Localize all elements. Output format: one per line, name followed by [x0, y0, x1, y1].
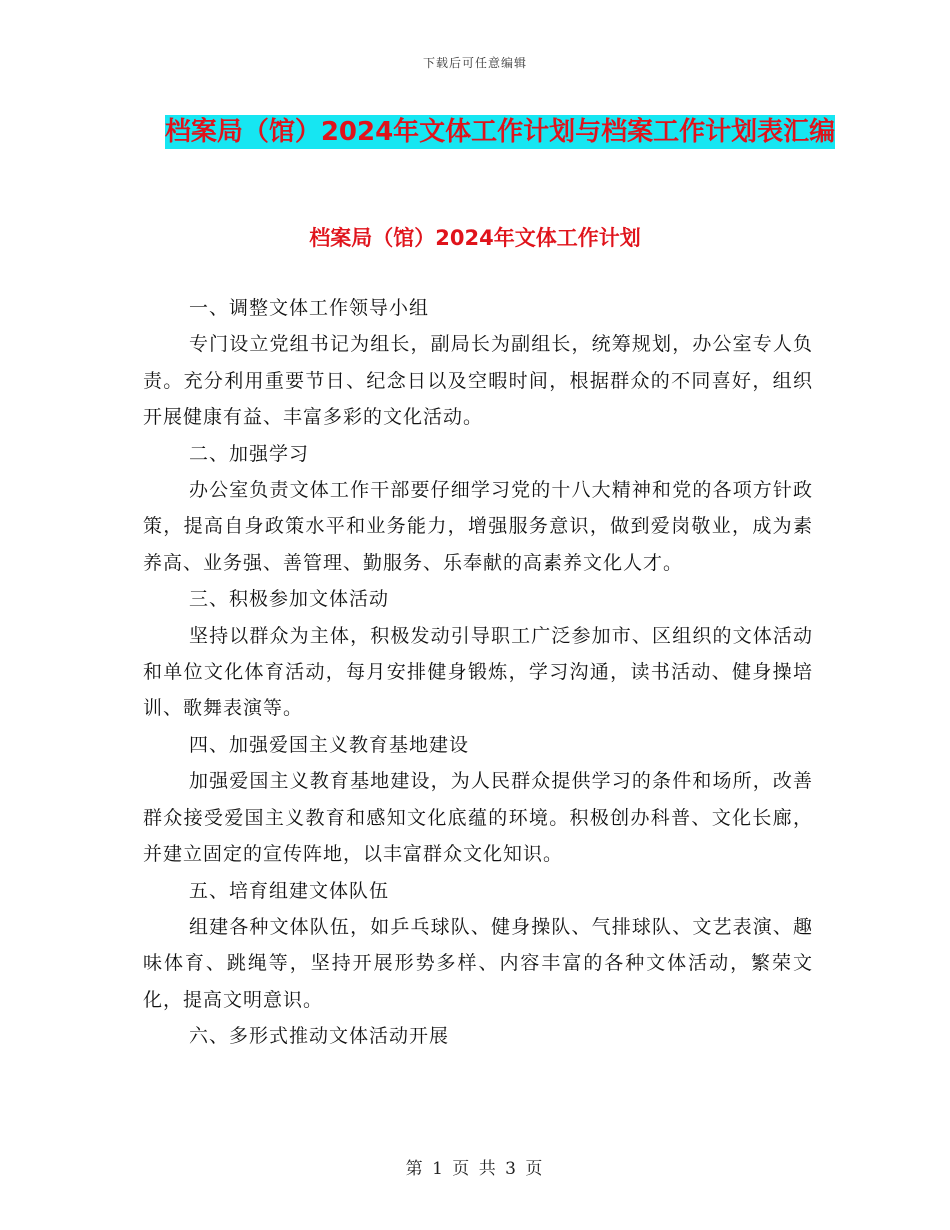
- document-title: [140, 110, 860, 154]
- heading-2: 二、加强学习: [189, 442, 310, 465]
- heading-6: 六、多形式推动文体活动开展: [189, 1025, 450, 1048]
- paragraph-2: 办公室负责文体工作干部要仔细学习党的十八大精神和党的各项方针政策，提高自身政策水平和业务能力，增强服务意识，做到爱岗敬业，成为素养高、业务强、善管理、勤服务、乐奉献的高素养文化人才。: [143, 479, 813, 574]
- document-title-highlight: 档案局（馆）2024年文体工作计划与档案工作计划表汇编: [164, 117, 836, 147]
- paragraph-3: 坚持以群众为主体，积极发动引导职工广泛参加市、区组织的文体活动和单位文化体育活动，每月安排健身锻炼，学习沟通，读书活动、健身操培训、歌舞表演等。: [143, 624, 813, 720]
- heading-3: 三、积极参加文体活动: [189, 588, 390, 611]
- paragraph-5: 组建各种文体队伍，如乒乓球队、健身操队、气排球队、文艺表演、趣味体育、跳绳等，坚持开展形势多样、内容丰富的各种文体活动，繁荣文化，提高文明意识。: [143, 915, 813, 1011]
- section-title: 档案局（馆）2024年文体工作计划: [309, 226, 641, 250]
- heading-5: 五、培育组建文体队伍: [189, 879, 390, 902]
- document-body: [143, 290, 813, 1055]
- header-note: 下载后可任意编辑: [422, 56, 527, 70]
- heading-1: 一、调整文体工作领导小组: [189, 297, 430, 319]
- paragraph-1: 专门设立党组书记为组长，副局长为副组长，统筹规划，办公室专人负责。充分利用重要节日、纪念日以及空暇时间，根据群众的不同喜好，组织开展健康有益、丰富多彩的文化活动。: [143, 333, 813, 429]
- heading-4: 四、加强爱国主义教育基地建设: [189, 733, 470, 756]
- paragraph-4: 加强爱国主义教育基地建设，为人民群众提供学习的条件和场所，改善群众接受爱国主义教育和感知文化底蕴的环境。积极创办科普、文化长廊，并建立固定的宣传阵地，以丰富群众文化知识。: [143, 770, 813, 866]
- page-footer: 第 1 页 共 3 页: [405, 1159, 545, 1179]
